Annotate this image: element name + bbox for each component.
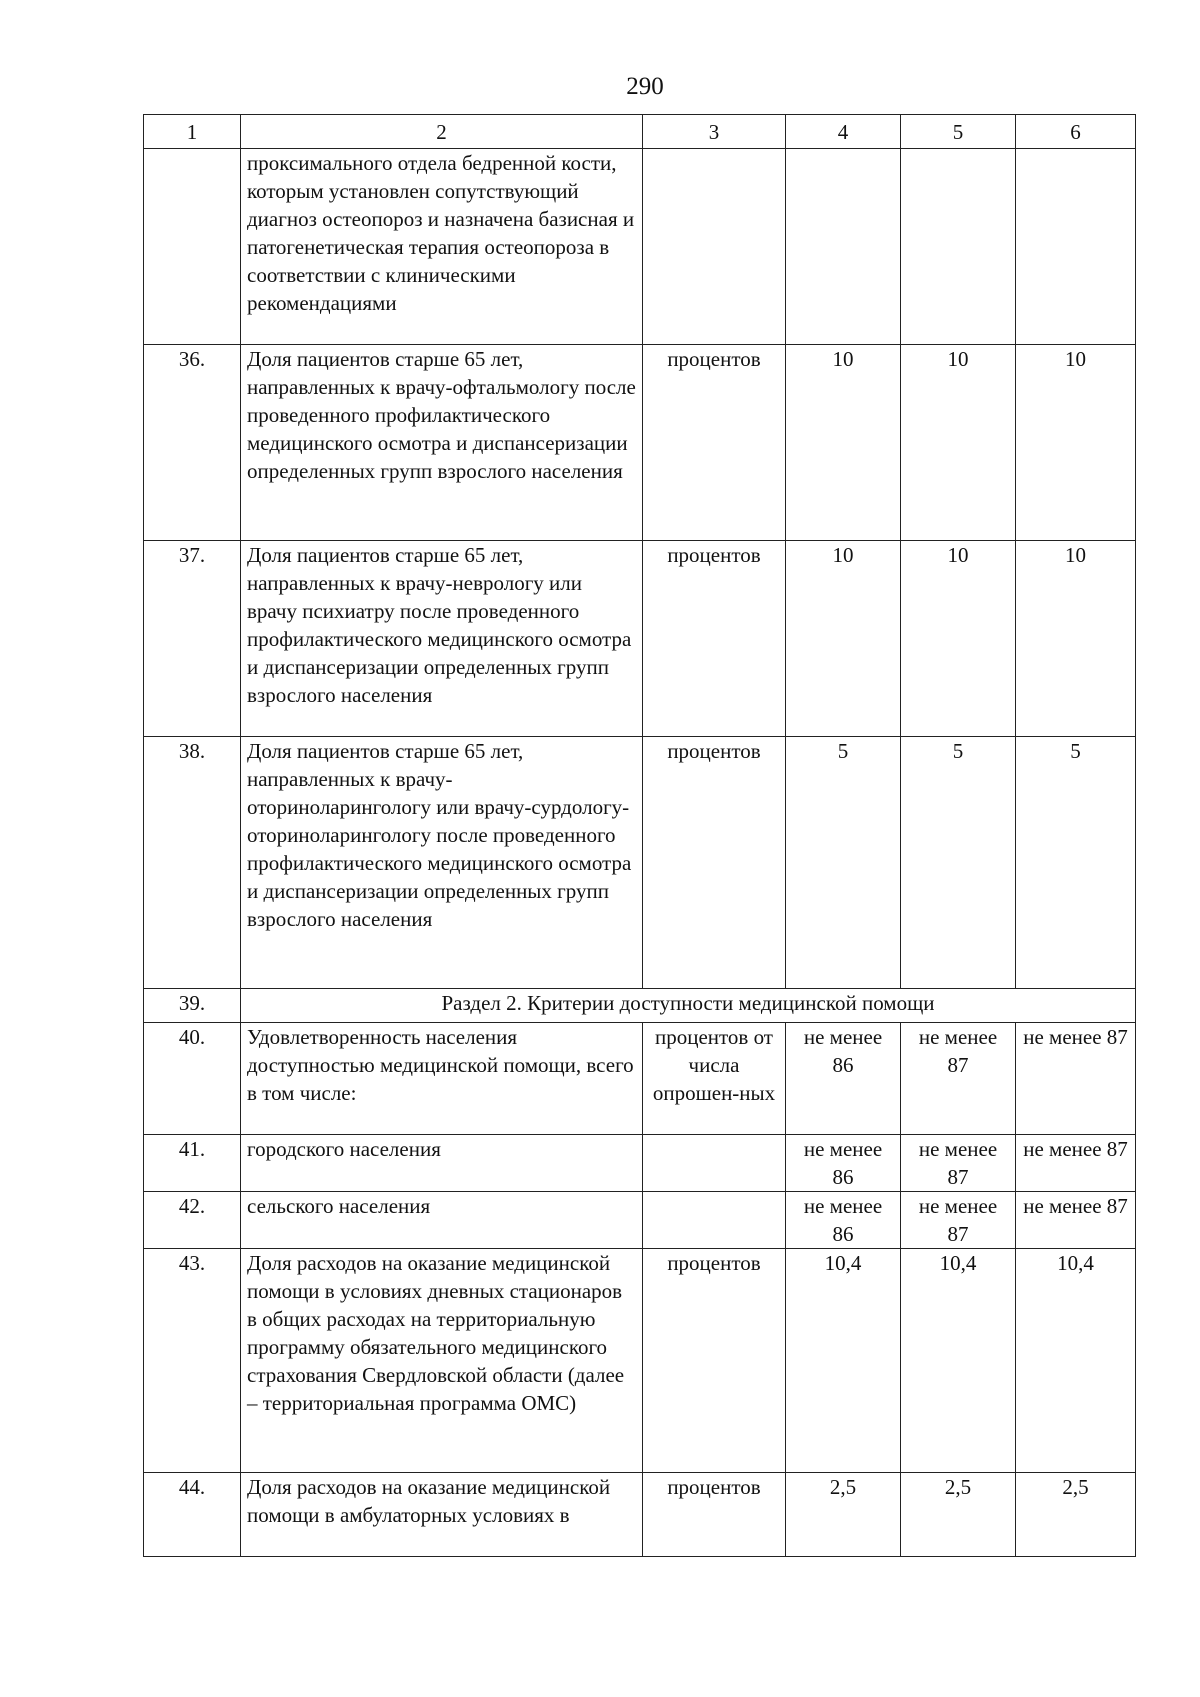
row-description: городского населения [241,1135,643,1192]
row-number: 38. [144,737,241,989]
table-row [144,149,1136,345]
row-value-4: 10 [786,541,901,737]
row-value-6: 10,4 [1016,1249,1136,1473]
row-description: Доля пациентов старше 65 лет, направленных к врачу-офтальмологу после проведенного профилактического медицинского осмотра и диспансеризации определенных групп взрослого населения [241,345,643,541]
row-number [144,149,241,345]
row-value-4: 2,5 [786,1473,901,1557]
row-number: 40. [144,1023,241,1135]
row-unit [643,1135,786,1192]
row-value-4: 10 [786,345,901,541]
row-value-5 [901,149,1016,345]
row-value-6: не менее 87 [1016,1192,1136,1249]
row-value-6: не менее 87 [1016,1023,1136,1135]
row-value-5: 5 [901,737,1016,989]
row-number: 37. [144,541,241,737]
row-value-4: не менее 86 [786,1023,901,1135]
row-number: 41. [144,1135,241,1192]
indicators-table [143,114,1136,1557]
row-number: 42. [144,1192,241,1249]
row-value-5: 2,5 [901,1473,1016,1557]
row-description: Доля пациентов старше 65 лет, направленных к врачу-оториноларингологу или врачу-сурдологу-оториноларингологу после проведенного профилактического медицинского осмотра и диспансеризации определенных групп взрослого населения [241,737,643,989]
row-value-6: 10 [1016,541,1136,737]
row-description: сельского населения [241,1192,643,1249]
row-value-5: не менее 87 [901,1023,1016,1135]
row-value-5: 10 [901,345,1016,541]
row-value-4 [786,149,901,345]
row-unit: процентов от числа опрошен-ных [643,1023,786,1135]
row-unit: процентов [643,345,786,541]
table-row [144,345,1136,541]
table-row [144,737,1136,989]
section-row [144,989,1136,1023]
row-value-4: 10,4 [786,1249,901,1473]
table-row [144,1135,1136,1192]
row-value-4: не менее 86 [786,1192,901,1249]
header-cell: 3 [643,115,786,149]
header-cell: 6 [1016,115,1136,149]
row-description: Доля расходов на оказание медицинской помощи в условиях дневных стационаров в общих расходах на территориальную программу обязательного медицинского страхования Свердловской области (далее – территориальная программа ОМС) [241,1249,643,1473]
header-cell: 5 [901,115,1016,149]
row-description: проксимального отдела бедренной кости, которым установлен сопутствующий диагноз остеопороз и назначена базисная и патогенетическая терапия остеопороза в соответствии с клиническими рекомендациями [241,149,643,345]
section-number: 39. [144,989,241,1023]
row-value-6: не менее 87 [1016,1135,1136,1192]
row-description: Доля пациентов старше 65 лет, направленных к врачу-неврологу или врачу психиатру после проведенного профилактического медицинского осмотра и диспансеризации определенных групп взрослого населения [241,541,643,737]
header-cell: 4 [786,115,901,149]
table-header-row [144,115,1136,149]
header-cell: 2 [241,115,643,149]
row-value-4: 5 [786,737,901,989]
row-value-6: 5 [1016,737,1136,989]
table-row [144,1192,1136,1249]
row-value-6 [1016,149,1136,345]
row-number: 43. [144,1249,241,1473]
row-description: Доля расходов на оказание медицинской помощи в амбулаторных условиях в [241,1473,643,1557]
row-number: 44. [144,1473,241,1557]
table-row [144,541,1136,737]
row-unit: процентов [643,1249,786,1473]
row-unit: процентов [643,1473,786,1557]
row-unit [643,1192,786,1249]
row-unit [643,149,786,345]
table-row [144,1249,1136,1473]
row-value-5: 10,4 [901,1249,1016,1473]
row-number: 36. [144,345,241,541]
row-value-5: не менее 87 [901,1192,1016,1249]
row-value-5: 10 [901,541,1016,737]
row-value-6: 2,5 [1016,1473,1136,1557]
row-value-6: 10 [1016,345,1136,541]
table-row [144,1473,1136,1557]
table-row [144,1023,1136,1135]
row-unit: процентов [643,737,786,989]
row-unit: процентов [643,541,786,737]
header-cell: 1 [144,115,241,149]
page-number: 290 [626,73,664,100]
row-value-5: не менее 87 [901,1135,1016,1192]
section-title: Раздел 2. Критерии доступности медицинской помощи [241,989,1136,1023]
row-value-4: не менее 86 [786,1135,901,1192]
row-description: Удовлетворенность населения доступностью медицинской помощи, всего в том числе: [241,1023,643,1135]
